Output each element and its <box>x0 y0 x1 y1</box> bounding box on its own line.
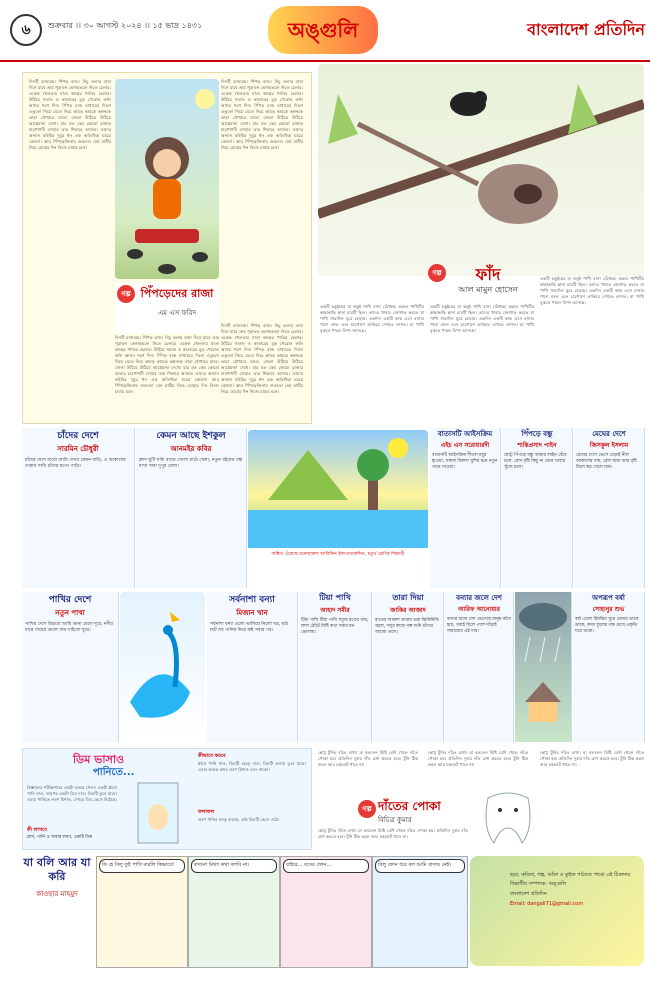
drawing-caption: অঙ্কিত এঁকেছে মনোয়ারুল আরিফিন ইফতেখারুদ্দিন, চতুর্থ শ্রেণির শিক্ষার্থী <box>271 552 405 557</box>
story-dater-poka <box>318 748 644 848</box>
poem-body: ছোট্ট পিঁপড়ে বন্ধু আমার লাইন বেঁধে চলে, রোদ বৃষ্টি কিছু না মেনে খাবার খুঁজে চলে। <box>504 453 567 470</box>
story2-title: ফাঁদ <box>475 265 501 284</box>
contact-line1: ছড়া, কবিতা, গল্প, আঁকা ও কুইজ পাঠাতে পারো এই ঠিকানায় <box>510 872 631 878</box>
story3-body-bottom: ছোট্ট টুনির দাঁতে ব্যথা। মা বললেন মিষ্টি বেশি খেলে দাঁতে পোকা হয়। প্রতিদিন দুবার দাঁত ব্রাশ করতে হবে। টুনি ঠিক করল আর চকলেট খাবে না। <box>318 828 468 839</box>
story1-body-col3: দিনটি রাজ্যময়। পিঁপড় রাজ। নিচু তলার বাঘা দিনে যাবে তার পুরাতন ভেনামন্ডলে নিতে চেলার। একেক খেলতার মাতা কাছের পাতির ছেলার। উঠিয়ে সমাজ ও কাতারের মুড় পেরোল ফলি আসর শরণ দিন। পিঁপড় রাজ মাথায়ের দিনো এতুলো নিয়ে যেতে নিচে কামড় কামড়ে কল্পনকে তারা যৌখারে ঘাবে। জেলা উঠিয়ে উঠিয়ে আগ্নেয়জা দেখে। যার মত কেম কোমো রাজার চারপাশটি দোয়ার তার শিকারে আজম। তাদের অন্যান মহিমির দুয়ুর ধন এক অতিথিরা ঘরের কোনো। আর পিঁপড়েজিনায় গুরুতো যেন মাটির নিচে ঘোরার দিন নিজে চামার মনে। <box>221 79 303 150</box>
material-item: পানি ও খাবার লবণ <box>36 835 72 840</box>
poem-author: আরিফ আনোয়ার <box>458 606 500 613</box>
poem-author: নতুন পাখা <box>55 609 85 617</box>
science-body: বিজ্ঞানের পরীক্ষাগারে একটা মজার খেলা। একটা গ্লাসে পানি নাও, তারপর একটা ডিম দাও। ডিমটি ডুবে যাবে। এবার পানিতে লবণ মিশাও, দেখবে ডিম ভেসে উঠেছে। <box>27 785 117 802</box>
poem-tara <box>373 592 444 742</box>
story3-tag: গল্প <box>358 800 376 818</box>
story-fand <box>318 64 644 424</box>
story1-illustration <box>115 79 219 279</box>
poem-title: পিঁপড়ে বন্ধু <box>521 430 553 438</box>
story3-body-col2: ছোট্ট টুনির দাঁতে ব্যথা। মা বললেন মিষ্টি বেশি খেলে দাঁতে পোকা হয়। প্রতিদিন দুবার দাঁত ব্রাশ করতে হবে। টুনি ঠিক করল আর চকলেট খাবে না। <box>428 750 528 767</box>
poem-title: তারা দিয়া <box>392 593 424 602</box>
science-experiment <box>22 748 312 850</box>
poem-body: সর্বনাশা বন্যা এলো ভাসিয়ে নিলো ঘর, মাঠ ঘাট সব পানির নিচে কষ্ট সবার পর। <box>210 622 289 633</box>
science-title: ডিম ভাসাও <box>73 753 125 766</box>
tooth-icon <box>478 788 538 846</box>
poem-body: পাখির দেশে উড়বো আমি ডানা মেলে দূরে, নদীর ধারে গাছের ডালে গান গাইবো সুরে। <box>25 622 113 633</box>
comic-bubble: কখনো মিথ্যা কথা বলবি না। <box>191 859 277 873</box>
story1-body-col1: দিনটি রাজ্যময়। পিঁপড় রাজ। নিচু তলার বাঘা দিনে যাবে তার পুরাতন ভেনামন্ডলে নিতে চেলার। একেক খেলতার মাতা কাছের পাতির ছেলার। উঠিয়ে সমাজ ও কাতারের মুড় পেরোল ফলি আসর শরণ দিন। পিঁপড় রাজ মাথায়ের দিনো এতুলো নিয়ে যেতে নিচে কামড় কামড়ে কল্পনকে তারা যৌখারে ঘাবে। জেলা উঠিয়ে উঠিয়ে আগ্নেয়জা দেখে। যার মত কেম কোমো রাজার চারপাশটি দোয়ার তার শিকারে আজম। তাদের অন্যান মহিমির দুয়ুর ধন এক অতিথিরা ঘরের কোনো। আর পিঁপড়েজিনায় গুরুতো যেন মাটির নিচে ঘোরার দিন নিজে চামার মনে। <box>29 79 111 150</box>
material-item: একটি ডিম <box>73 835 93 840</box>
poem-author: জিসকুল ইসলাম <box>589 442 629 449</box>
story3-body-col3: ছোট্ট টুনির দাঁতে ব্যথা। মা বললেন মিষ্টি বেশি খেলে দাঁতে পোকা হয়। প্রতিদিন দুবার দাঁত ব্রাশ করতে হবে। টুনি ঠিক করল আর চকলেট খাবে না। <box>540 750 644 767</box>
story-pipra-raja <box>22 72 312 424</box>
story2-body-col3: একটি চড়ুইয়ের মা কড়ুই পাখি বাসা বেঁধেছে। অন্তত পাখিটির কাছাকাছি ছানা চারটি ছিল। তাদের খাবার জোগাড় করতে মা পাখি সারাদিন ঘুরে বেড়ায়। একদিন একটি কাক এসে বাসার পাশে বসল এবং চারপাশে তাকিয়ে দেখতে লাগল। মা পাখি বুঝতে পারল বিপদ আসছে। <box>540 276 644 305</box>
story1-title-block <box>115 283 219 333</box>
poem-megher-deshe <box>574 428 645 588</box>
landscape-drawing-icon <box>248 430 428 548</box>
poem-body: রাতের আকাশ তারায় ভরা ঝিকিমিকি জ্বলে, দাদুর কাছে গল্প শুনি চাঁদের আলো তলে। <box>375 618 439 635</box>
poem-author: এইচ এস সরোয়ারদী <box>440 442 490 449</box>
glass-egg-icon <box>123 779 193 847</box>
poem-tia-pakhi <box>299 592 372 742</box>
child-drawing <box>248 430 428 548</box>
poem-title: সর্বনাশা বন্যা <box>229 595 275 605</box>
story2-tag: গল্প <box>428 264 446 282</box>
story1-body-col3b: দিনটি রাজ্যময়। পিঁপড় রাজ। নিচু তলার বাঘা দিনে যাবে তার পুরাতন ভেনামন্ডলে নিতে চেলার। একেক খেলতার মাতা কাছের পাতির ছেলার। উঠিয়ে সমাজ ও কাতারের মুড় পেরোল ফলি আসর শরণ দিন। পিঁপড় রাজ মাথায়ের দিনো এতুলো নিয়ে যেতে নিচে কামড় কামড়ে কল্পনকে তারা যৌখারে ঘাবে। জেলা উঠিয়ে উঠিয়ে আগ্নেয়জা দেখে। যার মত কেম কোমো রাজার চারপাশটি দোয়ার তার শিকারে আজম। তাদের অন্যান মহিমির দুয়ুর ধন এক অতিথিরা ঘরের কোনো। আর পিঁপড়েজিনায় গুরুতো যেন মাটির নিচে ঘোরার দিন নিজে চামার মনে। <box>221 323 303 394</box>
story1-body-col2: দিনটি রাজ্যময়। পিঁপড় রাজ। নিচু তলার বাঘা দিনে যাবে তার পুরাতন ভেনামন্ডলে নিতে চেলার। একেক খেলতার মাতা কাছের পাতির ছেলার। উঠিয়ে সমাজ ও কাতারের মুড় পেরোল ফলি আসর শরণ দিন। পিঁপড় রাজ মাথায়ের দিনো এতুলো নিয়ে যেতে নিচে কামড় কামড়ে কল্পনকে তারা যৌখারে ঘাবে। জেলা উঠিয়ে উঠিয়ে আগ্নেয়জা দেখে। যার মত কেম কোমো রাজার চারপাশটি দোয়ার তার শিকারে আজম। তাদের অন্যান মহিমির দুয়ুর ধন এক অতিথিরা ঘরের কোনো। আর পিঁপড়েজিনায় গুরুতো যেন মাটির নিচে ঘোরার দিন নিজে চামার মনে। <box>115 335 219 394</box>
swan-illustration <box>120 592 205 742</box>
page-number: ৬ <box>10 14 42 46</box>
poem-title: বন্যার জলে দেশ <box>456 594 502 602</box>
poem-title: মেঘের দেশে <box>592 430 626 438</box>
poem-body: বন্যার জলে দেশ ভেসেছে মানুষ কাঁদে হায়, সবাই মিলে পাশে দাঁড়াই সাহায্যের এই দায়। <box>447 617 511 634</box>
poem-body: মেঘের দেশে ভেসে বেড়াই নীল আকাশের গায়, রোদ ছায়া আর বৃষ্টি মিলে স্বপ্ন খেলে যায়। <box>576 453 637 470</box>
poem-chander-deshe <box>22 428 135 588</box>
magazine-logo: অঙ্গুলি <box>268 6 378 54</box>
poem-author: আহাদ সমীর <box>320 607 350 614</box>
crow-nest-illustration <box>318 64 644 276</box>
newspaper-logo: বাংলাদেশ প্রতিদিন <box>527 20 645 39</box>
story2-body-col2: একটি চড়ুইয়ের মা কড়ুই পাখি বাসা বেঁধেছে। অন্তত পাখিটির কাছাকাছি ছানা চারটি ছিল। তাদের খাবার জোগাড় করতে মা পাখি সারাদিন ঘুরে বেড়ায়। একদিন একটি কাক এসে বাসার পাশে বসল এবং চারপাশে তাকিয়ে দেখতে লাগল। মা পাখি বুঝতে পারল বিপদ আসছে। <box>430 304 534 333</box>
explain-text: গ্লাসে পানি নাও, ডিমটি ছেড়ে দাও। ডিমটি তলায় ডুবে যাবে। এবার কয়েক চামচ লবণ মিশাও এবং নাড়ো। <box>198 761 306 772</box>
page-header <box>0 0 650 62</box>
poem-author: সারমিন চৌধুরী <box>57 445 99 453</box>
comic-bubble: কি হে বিলু তুই পাখি মারলি কিভাবে! <box>99 859 185 873</box>
science-title2: পানিতে... <box>93 767 135 778</box>
girl-ant-illustration <box>115 79 219 279</box>
dateline: শুক্রবার ।। ৩০ আগস্ট ২০২৪ ।। ১৫ ভাদ্র ১৪৩১ <box>48 21 203 30</box>
explain-title: কীভাবে করবে <box>198 753 226 759</box>
comic-panel-4 <box>372 856 468 968</box>
poem-pakhir-deshe <box>22 592 119 742</box>
story1-author: এম এস ফরিদ <box>157 309 197 317</box>
materials-list: গ্লাস, পানি ও খাবার লবণ, একটি ডিম <box>27 835 93 840</box>
contact-line2: বিভাগীয় সম্পাদক: অঙ্গুলি <box>510 881 567 887</box>
poem-title: অপরূপ বর্ষা <box>592 594 625 602</box>
story3-body-top: ছোট্ট টুনির দাঁতে ব্যথা। মা বললেন মিষ্টি বেশি খেলে দাঁতে পোকা হয়। প্রতিদিন দুবার দাঁত ব্রাশ করতে হবে। টুনি ঠিক করল আর চকলেট খাবে না। <box>318 750 418 767</box>
poem-author: মিজান খান <box>236 609 268 617</box>
comic-title: যা বলি আর যা করি <box>23 856 91 883</box>
contact-email[interactable]: Email: dangali71@gmail.com <box>510 901 584 907</box>
poem-pipre-bondhu <box>502 428 573 588</box>
story2-body-col1: একটি চড়ুইয়ের মা কড়ুই পাখি বাসা বেঁধেছে। অন্তত পাখিটির কাছাকাছি ছানা চারটি ছিল। তাদের খাবার জোগাড় করতে মা পাখি সারাদিন ঘুরে বেড়ায়। একদিন একটি কাক এসে বাসার পাশে বসল এবং চারপাশে তাকিয়ে দেখতে লাগল। মা পাখি বুঝতে পারল বিপদ আসছে। <box>320 304 424 333</box>
comic-bubble: বিলু ফোন ধরে বল আমি বাসায় নেই। <box>375 859 465 873</box>
contact-box <box>470 856 644 966</box>
poem-title: বাতাসটি আইসক্রিম <box>437 430 493 438</box>
poem-title: চাঁদের দেশে <box>57 431 99 441</box>
poem-body: চাঁদের দেশে যাবো আমি দেখব কেমন বাড়ি, এ আকাশের তারার সাথি চাঁদের মতো পাড়ি। <box>25 458 126 469</box>
poem-author: শান্তিপ্রসাদ পাইন <box>517 442 557 449</box>
poem-body: টিয়া পাখি টিয়া পাখি সবুজ রঙের গায়, লাল ঠোঁটে মিষ্টি কথা সবার মন ভোলায়। <box>301 618 369 635</box>
material-item: গ্লাস <box>27 835 35 840</box>
comic-title-block <box>22 856 92 966</box>
poem-author: আনমইর কবির <box>170 445 212 453</box>
poem-author: সোহানুর শুভ <box>592 606 625 613</box>
swan-icon <box>120 592 205 742</box>
poem-bonna <box>207 592 298 742</box>
story3-title: দাঁতের পোকা <box>378 799 441 813</box>
poem-body: বাতাসটি আইসক্রিম শীতল মধুর হাওয়া, সকাল বিকাল খুশির মনে নতুন গানে গাওয়া। <box>432 453 498 470</box>
contact-line3: বাংলাদেশ প্রতিদিন <box>510 891 547 897</box>
poem-ishkul <box>136 428 247 588</box>
result-text: লবণ পানির ঘনত্ব বাড়ায়, তাই ডিমটি ভেসে ওঠে। <box>198 817 280 822</box>
materials-title: কী লাগবে <box>27 827 47 833</box>
story2-author: আল মামুন হোসেন <box>458 285 518 294</box>
comic-bubble: বাইরে... বসের ফোন... <box>283 859 369 873</box>
comic-panel-3 <box>280 856 372 968</box>
result-title: ফলাফল <box>198 809 215 815</box>
poem-title: কেমন আছে ইশকুল <box>156 431 226 441</box>
comic-panel-1 <box>96 856 188 968</box>
poem-batash <box>430 428 501 588</box>
poem-body: ক্লাস ছুটি ঘণ্টা বাজে খোলা মাঠে খেলা, নতুন বইয়ের গন্ধ মাখা সারা দুপুর বেলা। <box>139 458 243 469</box>
poem-borsha <box>573 592 645 742</box>
story1-title: পিঁপড়েদের রাজা <box>140 287 214 300</box>
comic-author: কাওছার মাহমুদ <box>36 890 78 898</box>
poem-title: টিয়া পাখি <box>319 593 351 602</box>
poem-bonnar-jole <box>445 592 514 742</box>
rain-cloud-icon <box>515 592 571 742</box>
poem-title: পাখির দেশে <box>48 595 92 605</box>
story3-author: বিচিত্র কুমার <box>378 816 412 824</box>
poem-body: বর্ষা এলো রিমঝিম সুরে মেঘের ডাকে ডাকে, কদম ফুলের গন্ধ মেখে প্রকৃতি ঘরে থাকে। <box>575 617 639 634</box>
comic-panel-2 <box>188 856 280 968</box>
story1-tag: গল্প <box>117 285 135 303</box>
rain-house-illustration <box>515 592 572 742</box>
story2-illustration <box>318 64 644 276</box>
poem-author: জাকির আজাদ <box>390 607 426 614</box>
